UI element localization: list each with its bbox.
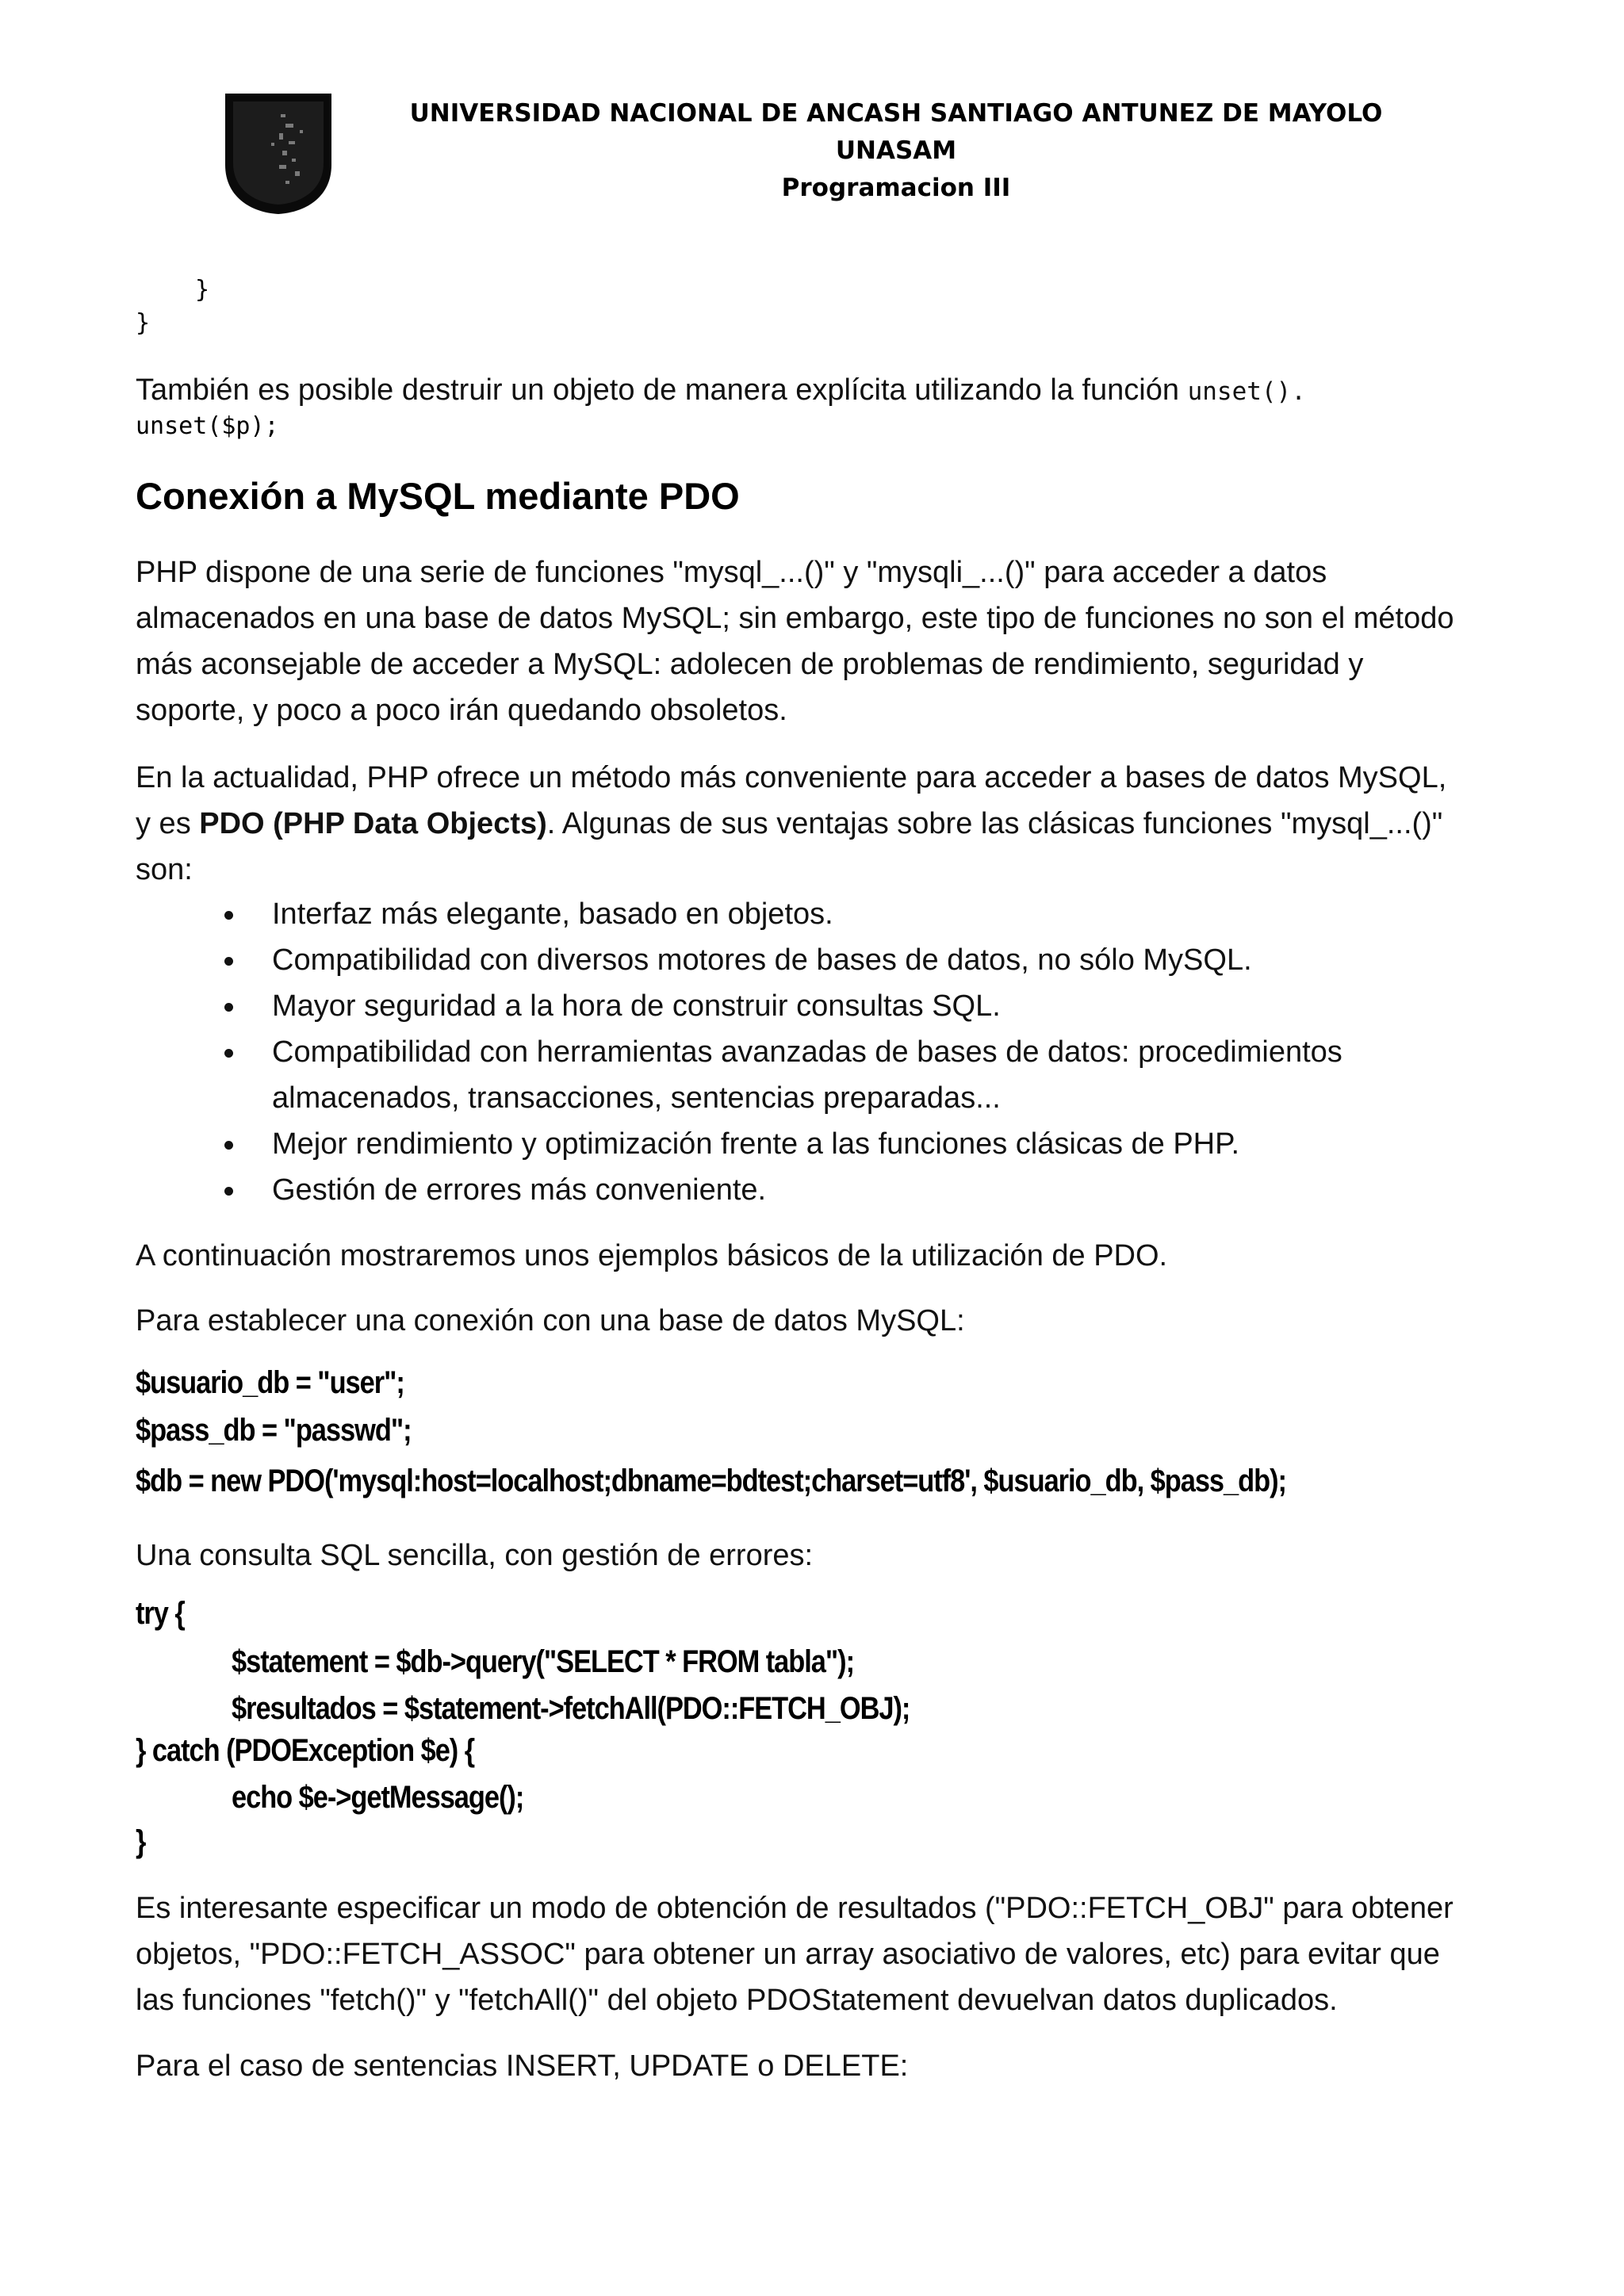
section-title: Conexión a MySQL mediante PDO [136,475,740,517]
list-item [136,937,1484,983]
text-line: Es interesante especificar un modo de obtención de resultados ("PDO::FETCH_OBJ" para obtener [136,1892,1454,1925]
code-line: try { [136,1596,185,1631]
intro-function: unset(). [1187,377,1306,406]
code-line: } catch (PDOException $e) { [136,1733,475,1768]
paragraph-connection-intro: Para establecer una conexión con una base de datos MySQL: [136,1304,965,1337]
pdo-advantages-list [136,891,1484,1213]
list-item-text: Compatibilidad con herramientas avanzadas de bases de datos: procedimientos [272,1035,1342,1069]
text-fragment: . Algunas de sus ventajas sobre las clásicas funciones "mysql_...()" [546,807,1443,840]
text-line [136,801,1484,847]
university-acronym: UNASAM [835,136,957,165]
pdo-bold-term: PDO (PHP Data Objects) [199,807,547,840]
intro-paragraph [136,367,1306,415]
paragraph-query-intro: Una consulta SQL sencilla, con gestión de errores: [136,1539,814,1572]
list-item-text: Mayor seguridad a la hora de construir consultas SQL. [272,989,1001,1023]
text-line: las funciones "fetch()" y "fetchAll()" del objeto PDOStatement devuelvan datos duplicados. [136,1984,1338,2017]
text-line: son: [136,853,193,886]
university-crest-icon [224,92,333,216]
text-line: objetos, "PDO::FETCH_ASSOC" para obtener un array asociativo de valores, etc) para evitar que [136,1938,1440,1971]
paragraph-examples-intro: A continuación mostraremos unos ejemplos básicos de la utilización de PDO. [136,1239,1168,1272]
list-item-text: almacenados, transacciones, sentencias preparadas... [272,1081,1001,1115]
list-item-text: Gestión de errores más conveniente. [272,1173,767,1207]
code-line: $db = new PDO('mysql:host=localhost;dbname=bdtest;charset=utf8', $usuario_db, $pass_db); [136,1464,1286,1498]
code-brace-outer: } [136,309,151,337]
list-item [136,1029,1484,1075]
paragraph-insert-update-delete: Para el caso de sentencias INSERT, UPDATE o DELETE: [136,2049,909,2083]
bullet-icon [224,1187,233,1196]
intro-code: unset($p); [136,412,279,440]
code-line: $statement = $db->query("SELECT * FROM tabla"); [232,1644,855,1679]
code-line: $usuario_db = "user"; [136,1365,404,1400]
code-brace-inner: } [195,276,210,304]
list-item-text: Mejor rendimiento y optimización frente a las funciones clásicas de PHP. [272,1127,1240,1161]
text-line: En la actualidad, PHP ofrece un método más conveniente para acceder a bases de datos MySQL, [136,761,1447,794]
list-item-text: Compatibilidad con diversos motores de bases de datos, no sólo MySQL. [272,943,1252,977]
code-line: echo $e->getMessage(); [232,1780,524,1815]
text-line: más aconsejable de acceder a MySQL: adolecen de problemas de rendimiento, seguridad y [136,648,1364,681]
code-line: } [136,1824,146,1859]
bullet-icon [224,1049,233,1058]
paragraph-pdo-intro [136,755,1484,893]
list-item [136,983,1484,1029]
bullet-icon [224,911,233,920]
code-line: $pass_db = "passwd"; [136,1413,412,1448]
course-name: Programacion III [781,174,1011,202]
university-name: UNIVERSIDAD NACIONAL DE ANCASH SANTIAGO ANTUNEZ DE MAYOLO [409,99,1383,128]
text-fragment: y es [136,807,200,840]
intro-text: También es posible destruir un objeto de manera explícita utilizando la función [136,373,1188,407]
list-item-continuation [136,1075,1484,1121]
bullet-icon [224,1003,233,1012]
list-item [136,1121,1484,1167]
bullet-icon [224,1141,233,1150]
document-header [365,95,1427,207]
paragraph-mysql-functions [136,549,1484,733]
paragraph-fetch-modes [136,1885,1484,2023]
text-line: soporte, y poco a poco irán quedando obsoletos. [136,694,787,727]
bullet-icon [224,957,233,966]
code-line: $resultados = $statement->fetchAll(PDO::FETCH_OBJ); [232,1691,910,1726]
list-item-text: Interfaz más elegante, basado en objetos. [272,897,833,931]
list-item [136,1167,1484,1213]
text-line: almacenados en una base de datos MySQL; sin embargo, este tipo de funciones no son el método [136,602,1454,635]
text-line: PHP dispone de una serie de funciones "mysql_...()" y "mysqli_...()" para acceder a datos [136,556,1327,589]
list-item [136,891,1484,937]
